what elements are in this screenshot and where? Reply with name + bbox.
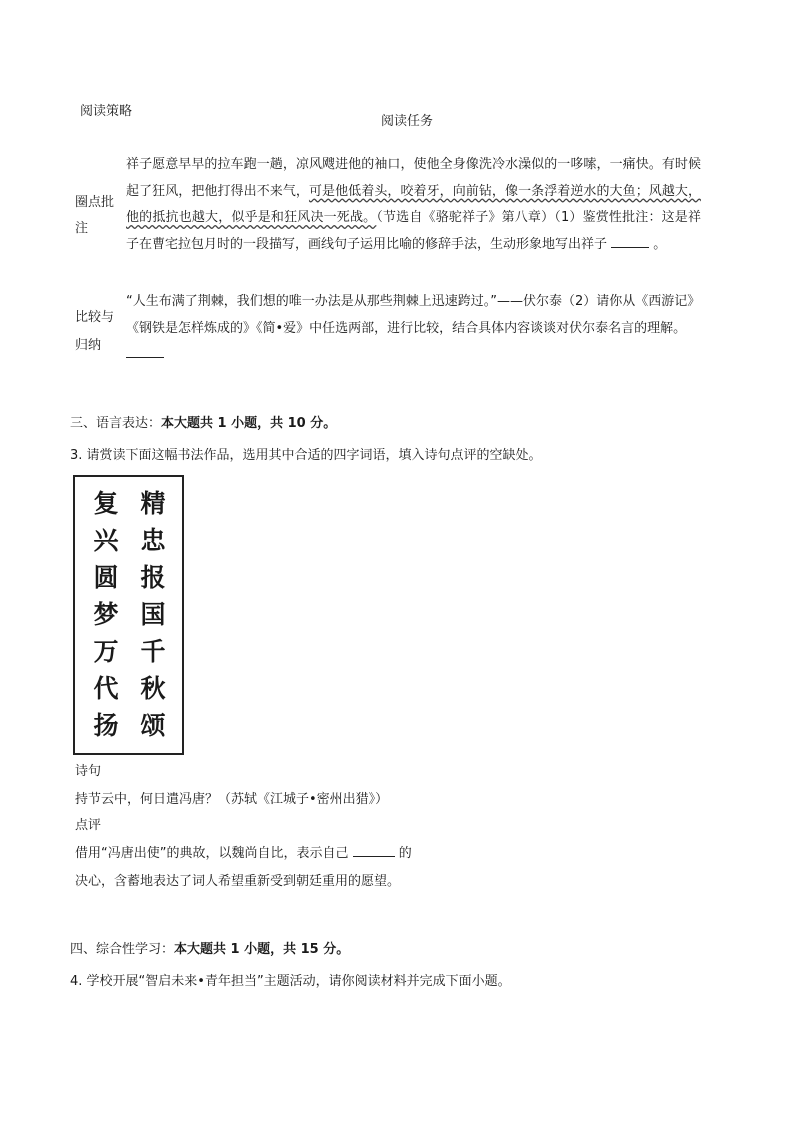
poem-label: 诗句 bbox=[75, 764, 102, 779]
calligraphy-char: 兴 bbox=[93, 526, 119, 555]
comment-line-2: 决心，含蓄地表达了词人希望重新受到朝廷重用的愿望。 bbox=[75, 874, 401, 889]
calligraphy-char: 颂 bbox=[140, 711, 166, 740]
calligraphy-char: 精 bbox=[140, 489, 166, 518]
poem-text: 持节云中，何日遣冯唐？（苏轼《江城子•密州出猎》） bbox=[75, 792, 389, 807]
comment-label: 点评 bbox=[75, 818, 102, 833]
row1-strategy-label: 圈点批注 bbox=[75, 195, 115, 236]
calligraphy-char: 秋 bbox=[140, 674, 166, 703]
calligraphy-char: 梦 bbox=[93, 600, 119, 629]
question4-text: 4. 学校开展“智启未来•青年担当”主题活动，请你阅读材料并完成下面小题。 bbox=[70, 974, 511, 989]
answer-blank-3[interactable] bbox=[353, 844, 395, 857]
calligraphy-char: 代 bbox=[93, 674, 119, 703]
section4-heading-bold: 本大题共 1 小题，共 15 分。 bbox=[174, 942, 350, 957]
comment-text-1: 借用“冯唐出使”的典故，以魏尚自比，表示自己 bbox=[75, 846, 349, 861]
answer-blank-1[interactable] bbox=[611, 235, 649, 248]
row1-text-plain-1: 祥子愿意早早的拉车跑一趟，凉风飕进他的袖口，使他全身像洗冷水澡似的一哆嗦，一痛快。有时候起了狂风，把他打得出不来气， bbox=[126, 157, 701, 199]
calligraphy-char: 万 bbox=[93, 637, 119, 666]
section4-heading bbox=[70, 938, 349, 957]
section3-heading-bold: 本大题共 1 小题，共 10 分。 bbox=[161, 416, 337, 431]
calligraphy-char: 国 bbox=[140, 600, 166, 629]
row1-task-text bbox=[126, 152, 701, 258]
calligraphy-char: 千 bbox=[140, 637, 166, 666]
calligraphy-right-column bbox=[133, 485, 173, 744]
calligraphy-char: 忠 bbox=[140, 526, 166, 555]
row2-text: “人生布满了荆棘，我们想的唯一办法是从那些荆棘上迅速跨过。”——伏尔泰（2）请你从《西游记》《钢铁是怎样炼成的》《简•爱》中任选两部，进行比较，结合具体内容谈谈对伏尔泰名言的理解。 bbox=[126, 294, 701, 336]
calligraphy-char: 圆 bbox=[93, 563, 119, 592]
section4-heading-plain: 四、综合性学习： bbox=[70, 942, 175, 957]
row1-wavy-underlined-text: 可是他低着头，咬着牙，向前钻，像一条浮着逆水的大鱼；风越大，他的抵抗也越大，似乎是和狂风决一死战。 bbox=[126, 183, 701, 225]
comment-text-1-end: 的 bbox=[398, 846, 412, 861]
calligraphy-char: 扬 bbox=[93, 711, 119, 740]
comment-line-1 bbox=[75, 844, 412, 864]
calligraphy-left-column bbox=[86, 485, 126, 744]
strategy-column-header: 阅读策略 bbox=[79, 104, 132, 119]
calligraphy-artwork bbox=[73, 475, 184, 755]
question3-text: 3. 请赏读下面这幅书法作品，选用其中合适的四字词语，填入诗句点评的空缺处。 bbox=[70, 448, 542, 463]
task-column-header: 阅读任务 bbox=[381, 114, 434, 129]
answer-blank-2[interactable] bbox=[126, 345, 164, 358]
calligraphy-char: 报 bbox=[140, 563, 166, 592]
row1-text-plain-2: （节选自《骆驼祥子》第八章）（1）鉴赏性批注：这是祥子在曹宅拉包月时的一段描写，画线句子运用比喻的修辞手法，生动形象地写出祥子 bbox=[126, 210, 701, 252]
row2-strategy-label: 比较与归纳 bbox=[75, 310, 115, 353]
calligraphy-char: 复 bbox=[93, 489, 119, 518]
row1-text-end: 。 bbox=[653, 236, 667, 252]
section3-heading-plain: 三、语言表达： bbox=[70, 416, 162, 431]
row2-task-text bbox=[126, 289, 701, 369]
section3-heading bbox=[70, 412, 336, 431]
